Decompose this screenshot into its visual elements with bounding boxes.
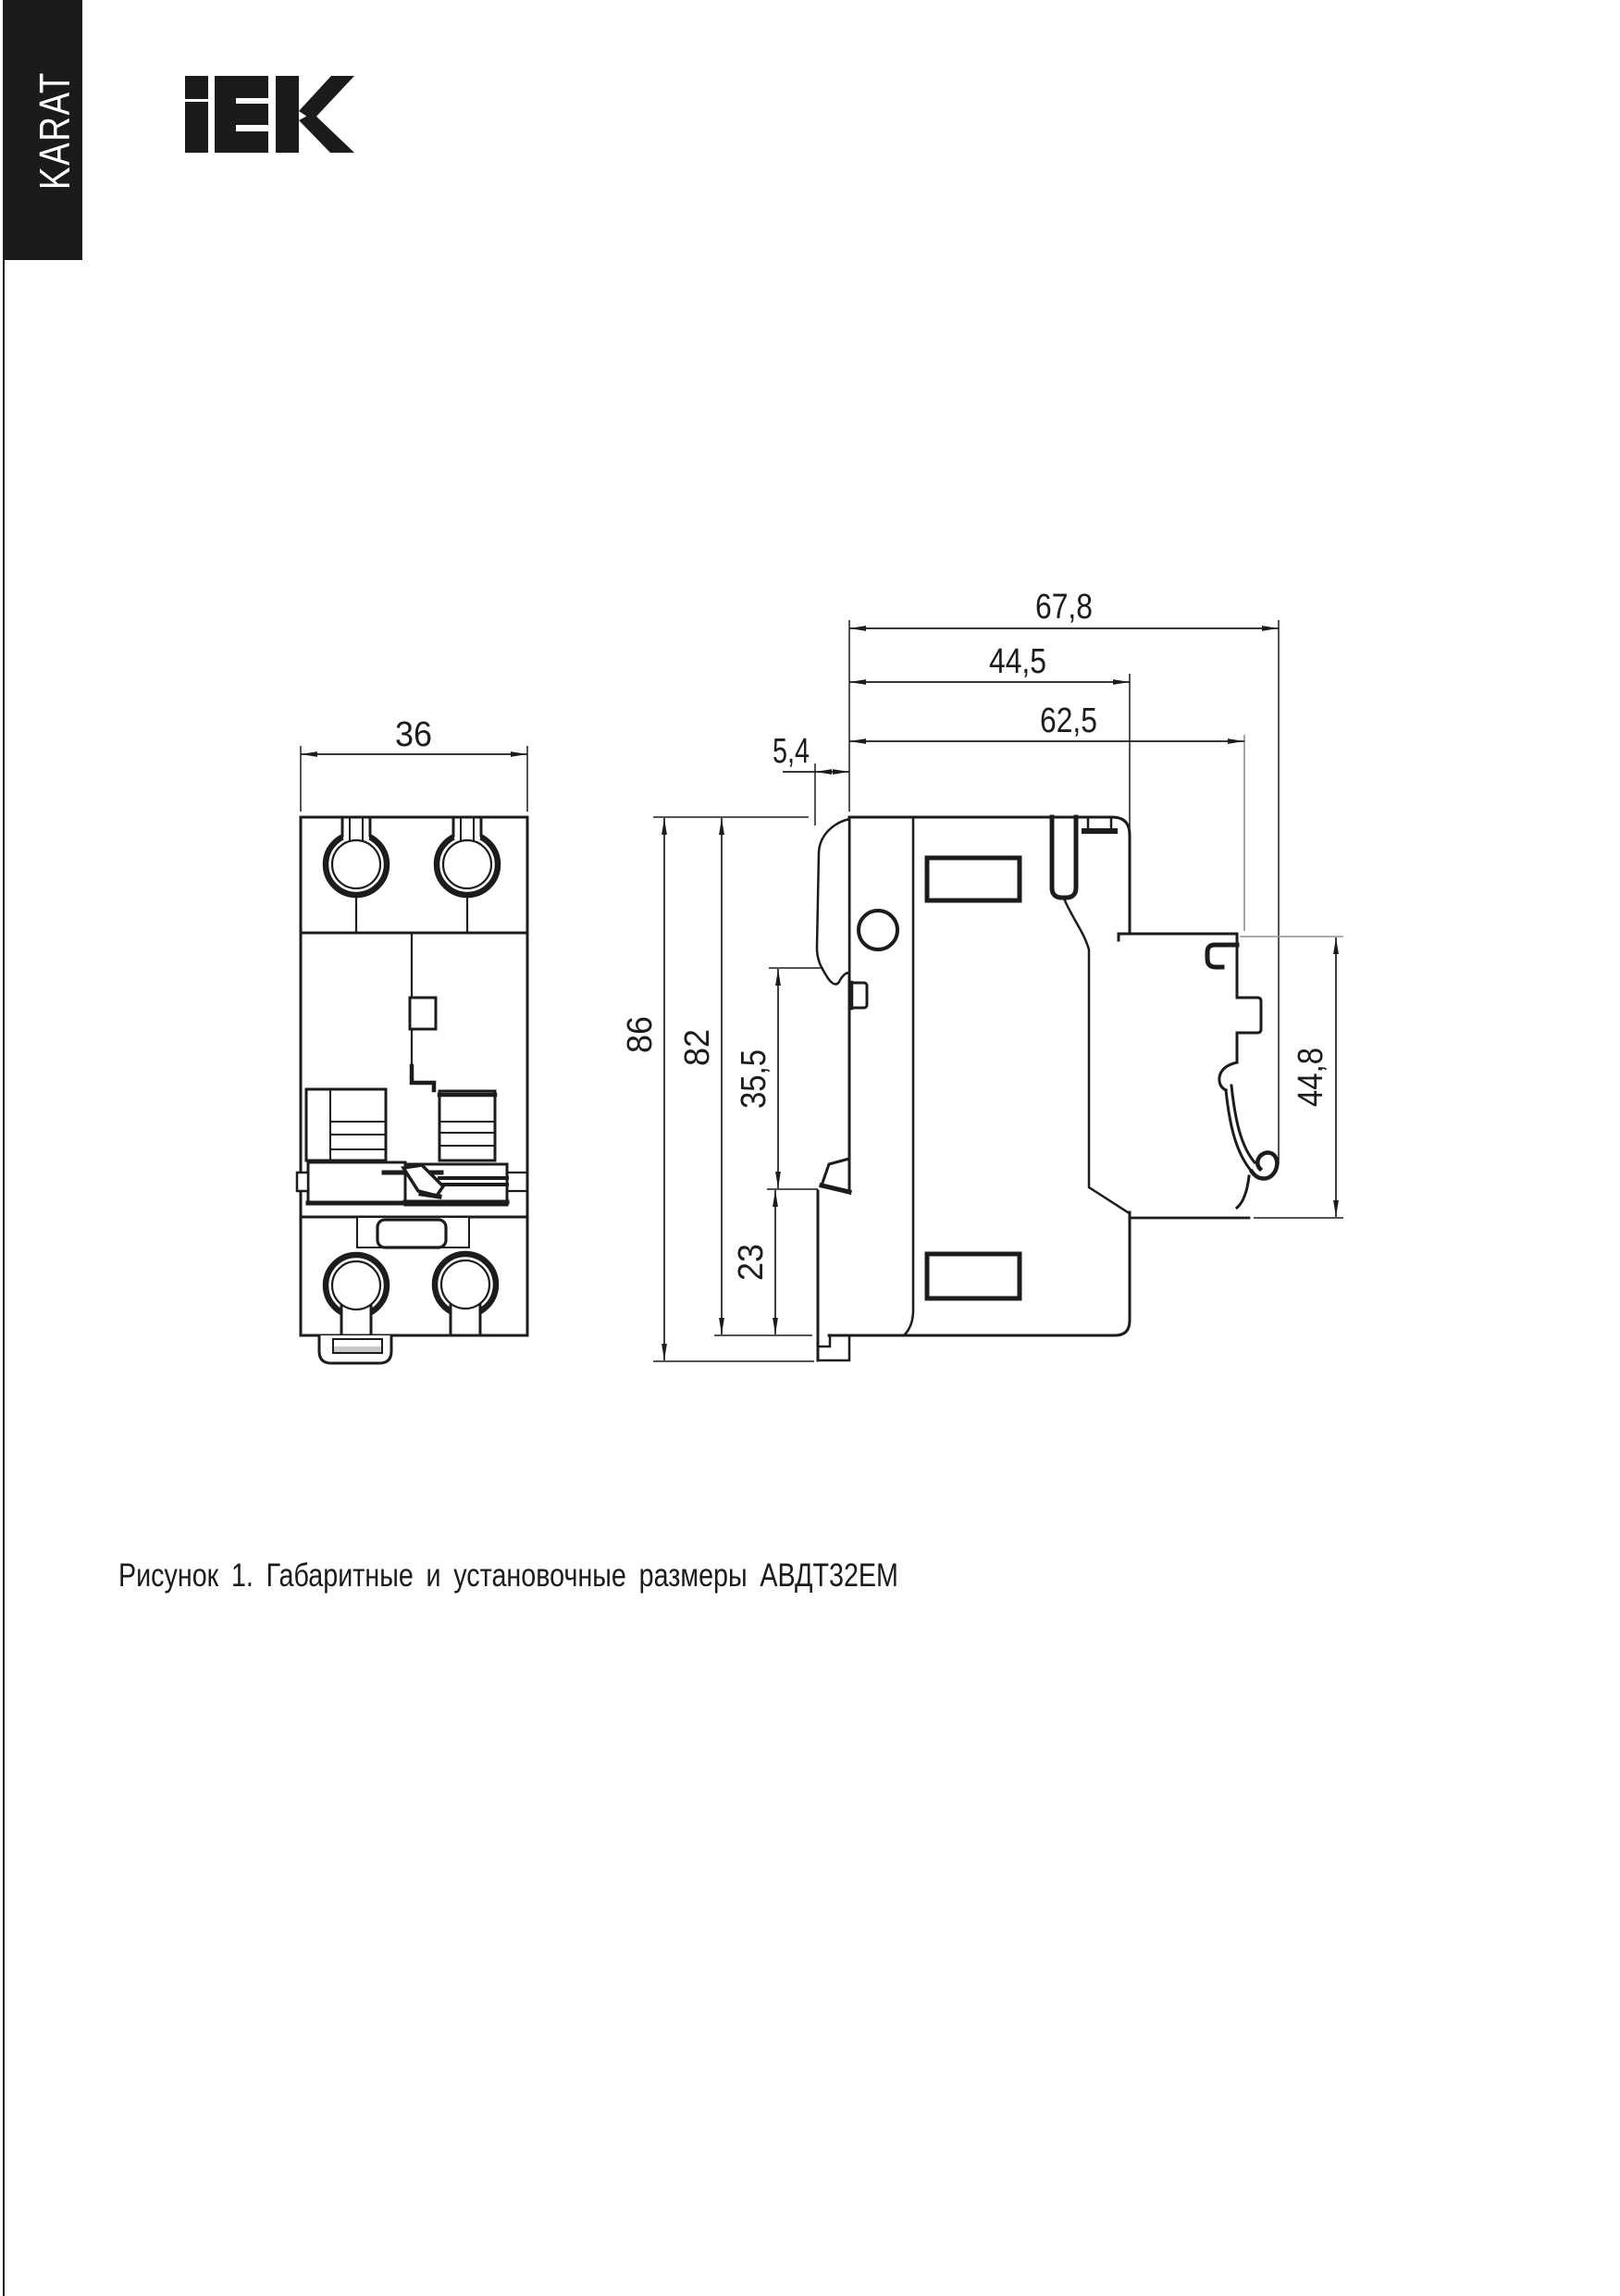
dim-label-lower-section: 23	[732, 1241, 771, 1281]
side-top-slot	[1052, 817, 1076, 898]
side-spring-clip	[1219, 1062, 1277, 1208]
front-body-outline	[301, 817, 527, 1335]
dim-label-front-width: 36	[395, 715, 432, 754]
side-internal-line	[904, 817, 913, 1335]
dim-label-upper-section: 35,5	[735, 1040, 773, 1109]
front-label-window	[377, 1220, 446, 1247]
figure-caption: Рисунок 1. Габаритные и установочные размеры АВДТ32ЕМ	[118, 1558, 898, 1594]
front-view	[297, 715, 527, 1363]
side-front-tab	[818, 1335, 849, 1360]
side-top-notch	[1088, 817, 1111, 829]
side-view	[621, 588, 1343, 1361]
dim-label-mount-depth: 62,5	[1040, 701, 1097, 740]
side-rail-flange	[1119, 934, 1237, 940]
dim-lower-section	[732, 1190, 775, 1334]
dim-label-case-height: 82	[678, 1026, 717, 1066]
front-center-square	[410, 998, 436, 1029]
dim-label-overall-depth: 67,8	[1035, 588, 1093, 627]
dim-lip-depth	[773, 732, 849, 825]
front-left-notch	[297, 1173, 308, 1191]
side-test-button	[859, 911, 897, 949]
front-lever-assembly	[297, 1162, 527, 1205]
front-din-tab	[319, 1335, 391, 1363]
dim-overall-height	[621, 817, 814, 1361]
side-rail-latch	[1237, 934, 1261, 1062]
dim-upper-section	[735, 968, 823, 1189]
side-front-lip	[817, 819, 849, 984]
brand-karat-label: KARAT	[31, 70, 80, 190]
side-marking-window-top	[927, 858, 1020, 900]
side-clip-cavity	[1064, 899, 1128, 1212]
front-toggle-right	[439, 1091, 495, 1160]
dim-label-case-depth: 44,5	[989, 642, 1046, 681]
front-toggle-left	[306, 1089, 386, 1160]
dim-label-lip-depth: 5,4	[773, 732, 810, 771]
dim-front-width	[301, 715, 527, 812]
side-marking-window-bottom	[927, 1254, 1020, 1298]
dim-label-overall-height: 86	[621, 1013, 660, 1053]
side-rail-groove-corner	[1207, 945, 1237, 967]
dim-label-rail-clip-height: 44,8	[1292, 1038, 1330, 1107]
